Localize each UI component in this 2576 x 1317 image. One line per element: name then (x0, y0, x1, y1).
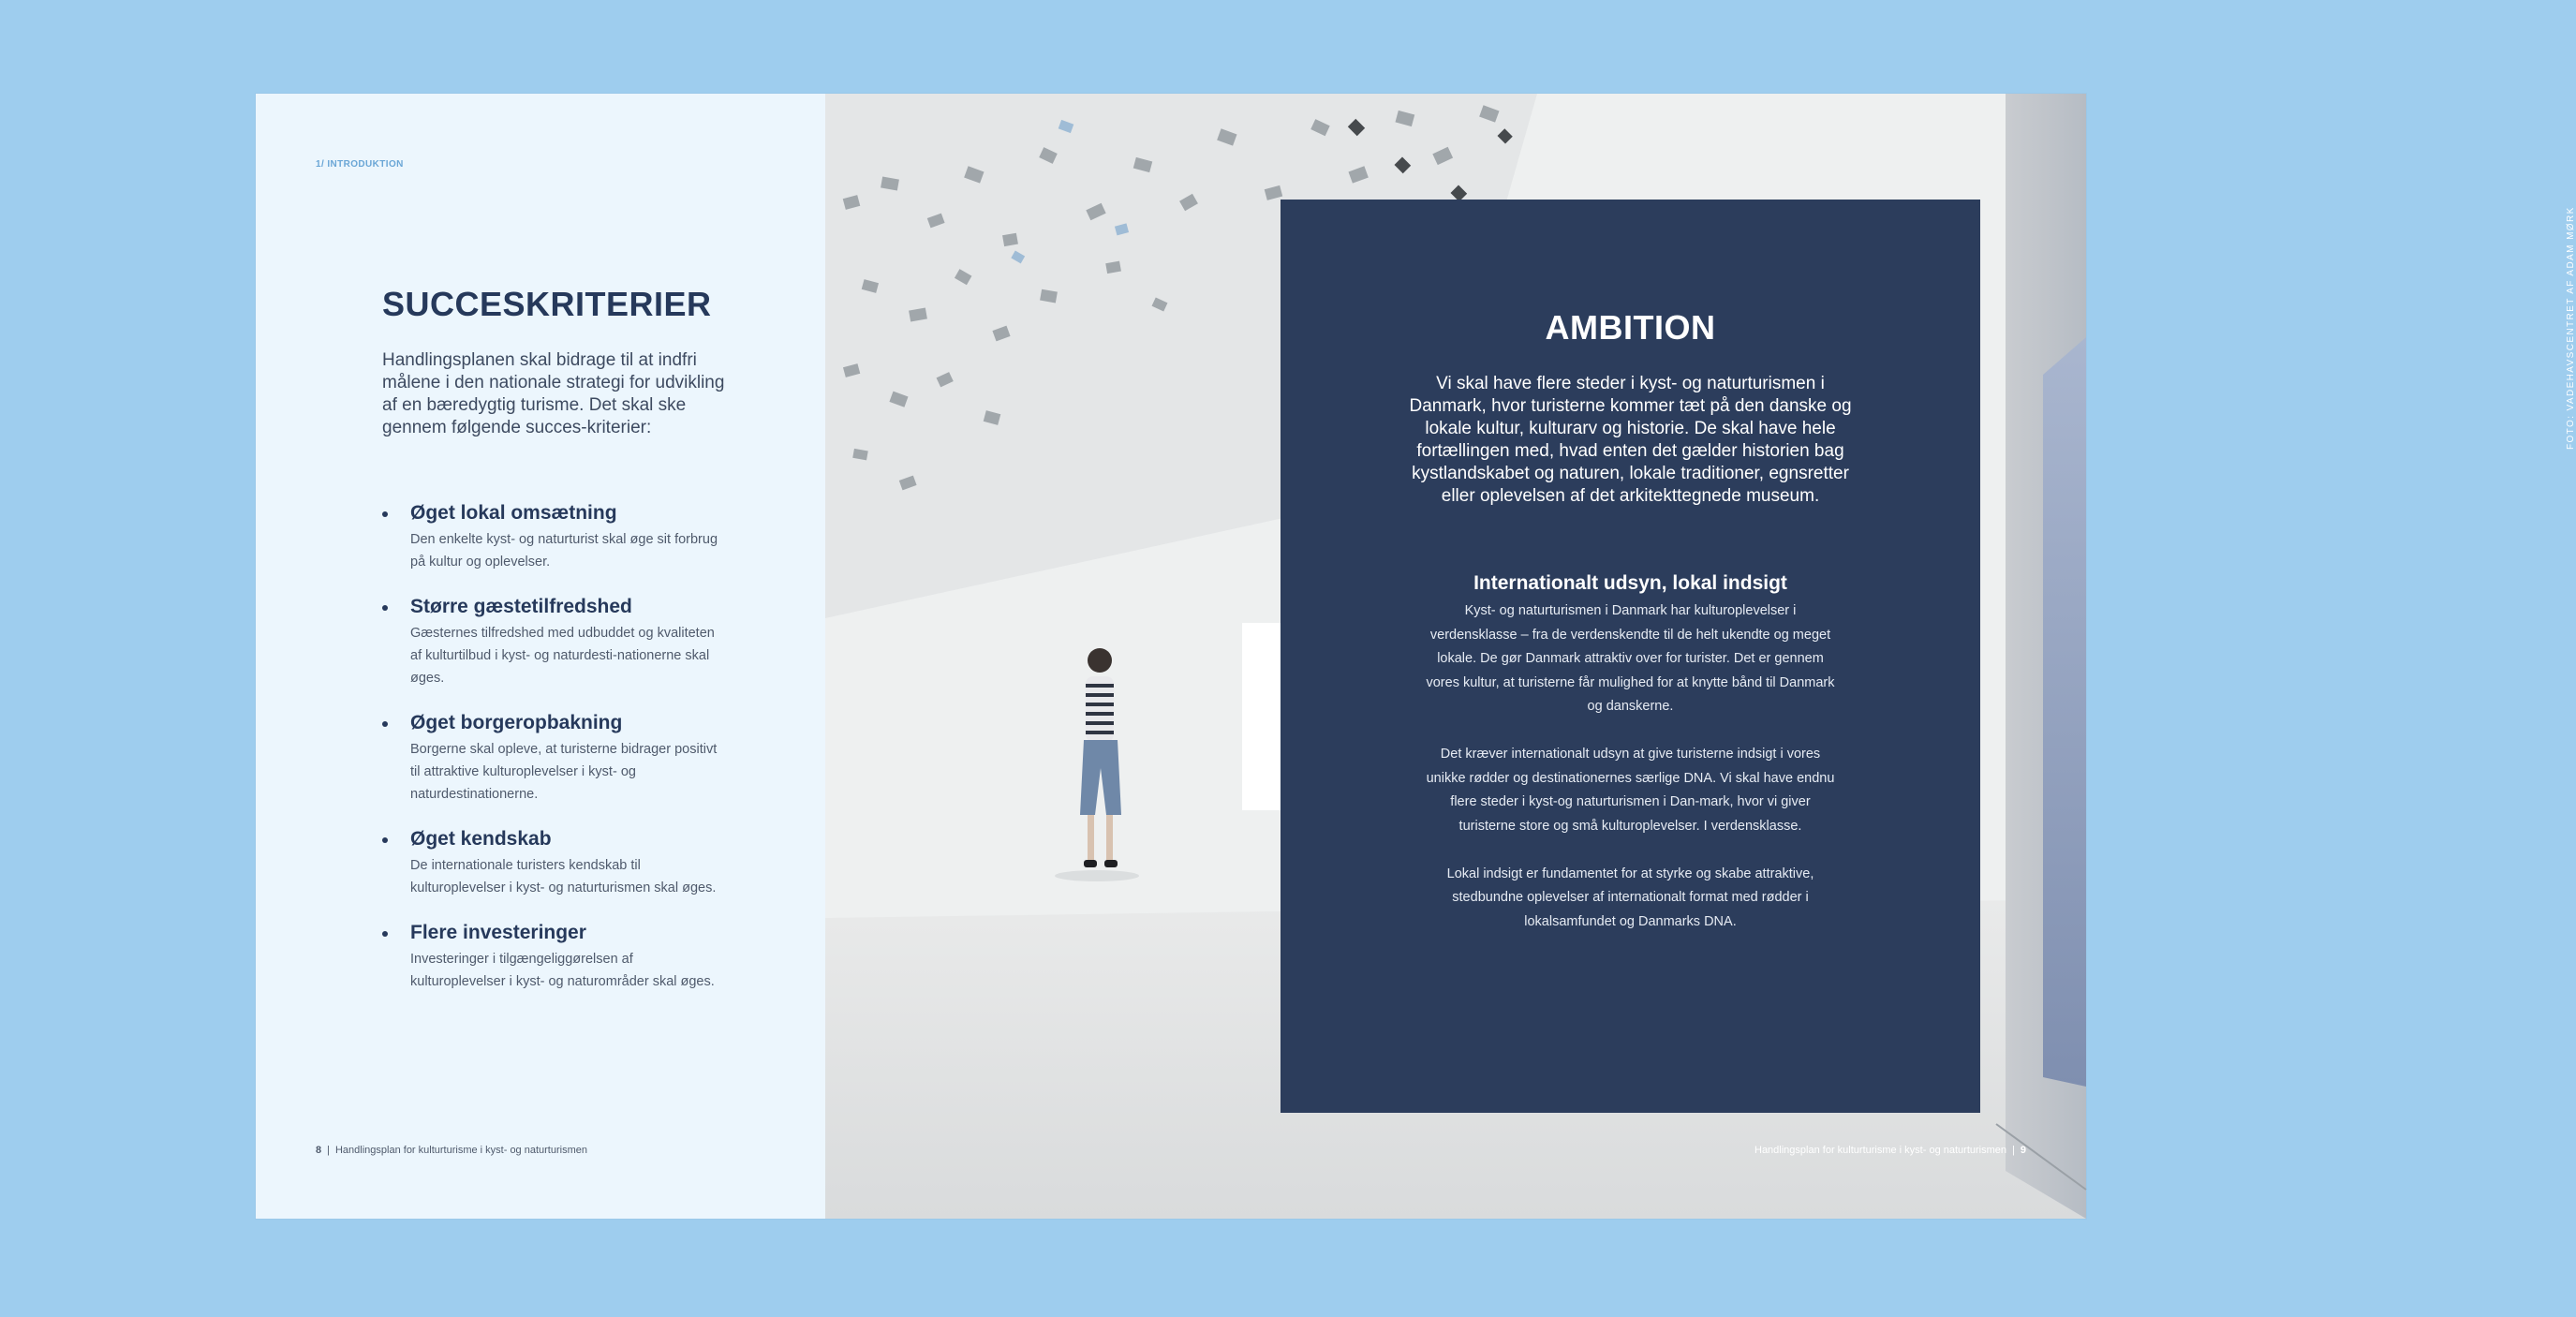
bullet-icon (382, 511, 388, 517)
footer-separator: | (2012, 1145, 2015, 1156)
ambition-lead-text: Vi skal have flere steder i kyst- og naturturismen i Danmark, hvor turisterne kommer tæt på den danske og lokale kultur, kulturarv og historie. De skal have hele fortællingen med, hvad enten det gælder historien bag kystlandskabet og naturen, lokale traditioner, egnsretter eller oplevelsen af det arkitekttegnede museum. (1409, 374, 1852, 506)
ambition-paragraph: Kyst- og naturturismen i Danmark har kulturoplevelser i verdensklasse – fra de verdenskendte til de helt ukendte og meget lokale. De gør Danmark attraktiv over for turister. Det er gennem vores kultur, at turisterne får mulighed for at knytte bånd til Danmark og danskerne. (1426, 603, 1835, 714)
page-number: 9 (2020, 1145, 2026, 1156)
criterion-title: Øget lokal omsætning (410, 502, 617, 524)
bullet-icon (382, 931, 388, 937)
left-page (256, 94, 825, 1219)
criterion-text: Den enkelte kyst- og naturturist skal øge sit forbrug på kultur og oplevelser. (410, 532, 718, 570)
footer-separator: | (327, 1145, 330, 1156)
list-item (382, 596, 757, 689)
brochure-spread (256, 94, 2576, 1219)
page-number: 8 (316, 1145, 322, 1156)
bullet-icon (382, 605, 388, 611)
page-title: SUCCESKRITERIER (382, 285, 712, 323)
criterion-text: De internationale turisters kendskab til kulturoplevelser i kyst- og naturturismen skal øges. (410, 858, 717, 895)
criterion-title: Øget kendskab (410, 828, 552, 850)
criterion-title: Større gæstetilfredshed (410, 596, 632, 617)
bullet-icon (382, 837, 388, 843)
section-tag: 1/ INTRODUKTION (316, 159, 404, 170)
photo-credit: FOTO: VADEHAVSCENTRET AF ADAM MØRK (2566, 206, 2576, 450)
page-footer-left (316, 1145, 587, 1156)
criterion-text: Gæsternes tilfredshed med udbuddet og kvaliteten af kulturtilbud i kyst- og naturdesti-nationerne skal øges. (410, 626, 715, 686)
footer-text: Handlingsplan for kulturturisme i kyst- og naturturismen (334, 1145, 587, 1156)
list-item (382, 712, 757, 806)
intro-text: Handlingsplanen skal bidrage til at indfri målene i den nationale strategi for udvikling af en bæredygtig turisme. Det skal ske gennem følgende succes-kriterier: (382, 350, 725, 437)
ambition-title: AMBITION (1545, 308, 1716, 347)
criteria-list (382, 502, 757, 1015)
ambition-body (1421, 599, 1840, 958)
page-footer-right (1754, 1145, 2026, 1156)
criterion-title: Øget borgeropbakning (410, 712, 623, 733)
ambition-paragraph: Det kræver internationalt udsyn at give turisterne indsigt i vores unikke rødder og destinationernes særlige DNA. Vi skal have endnu flere steder i kyst-og naturturismen i Dan-mark, hvor vi giver turisterne store og små kulturoplevelser. I verdensklasse. (1426, 747, 1835, 834)
ambition-paragraph: Lokal indsigt er fundamentet for at styrke og skabe attraktive, stedbundne oplevelser af internationalt format med rødder i lokalsamfundet og Danmarks DNA. (1446, 866, 1814, 929)
criterion-text: Investeringer i tilgængeliggørelsen af kulturoplevelser i kyst- og naturområder skal øges. (410, 952, 715, 989)
list-item (382, 502, 757, 573)
bullet-icon (382, 721, 388, 727)
criterion-text: Borgerne skal opleve, at turisterne bidrager positivt til attraktive kulturoplevelser i kyst- og naturdestinationerne. (410, 742, 718, 802)
right-page (825, 94, 2576, 1219)
criterion-title: Flere investeringer (410, 922, 586, 943)
list-item (382, 828, 757, 899)
footer-text: Handlingsplan for kulturturisme i kyst- og naturturismen (1754, 1145, 2007, 1156)
ambition-subheading: Internationalt udsyn, lokal indsigt (1473, 572, 1787, 594)
ambition-panel (1281, 200, 1980, 1113)
list-item (382, 922, 757, 993)
